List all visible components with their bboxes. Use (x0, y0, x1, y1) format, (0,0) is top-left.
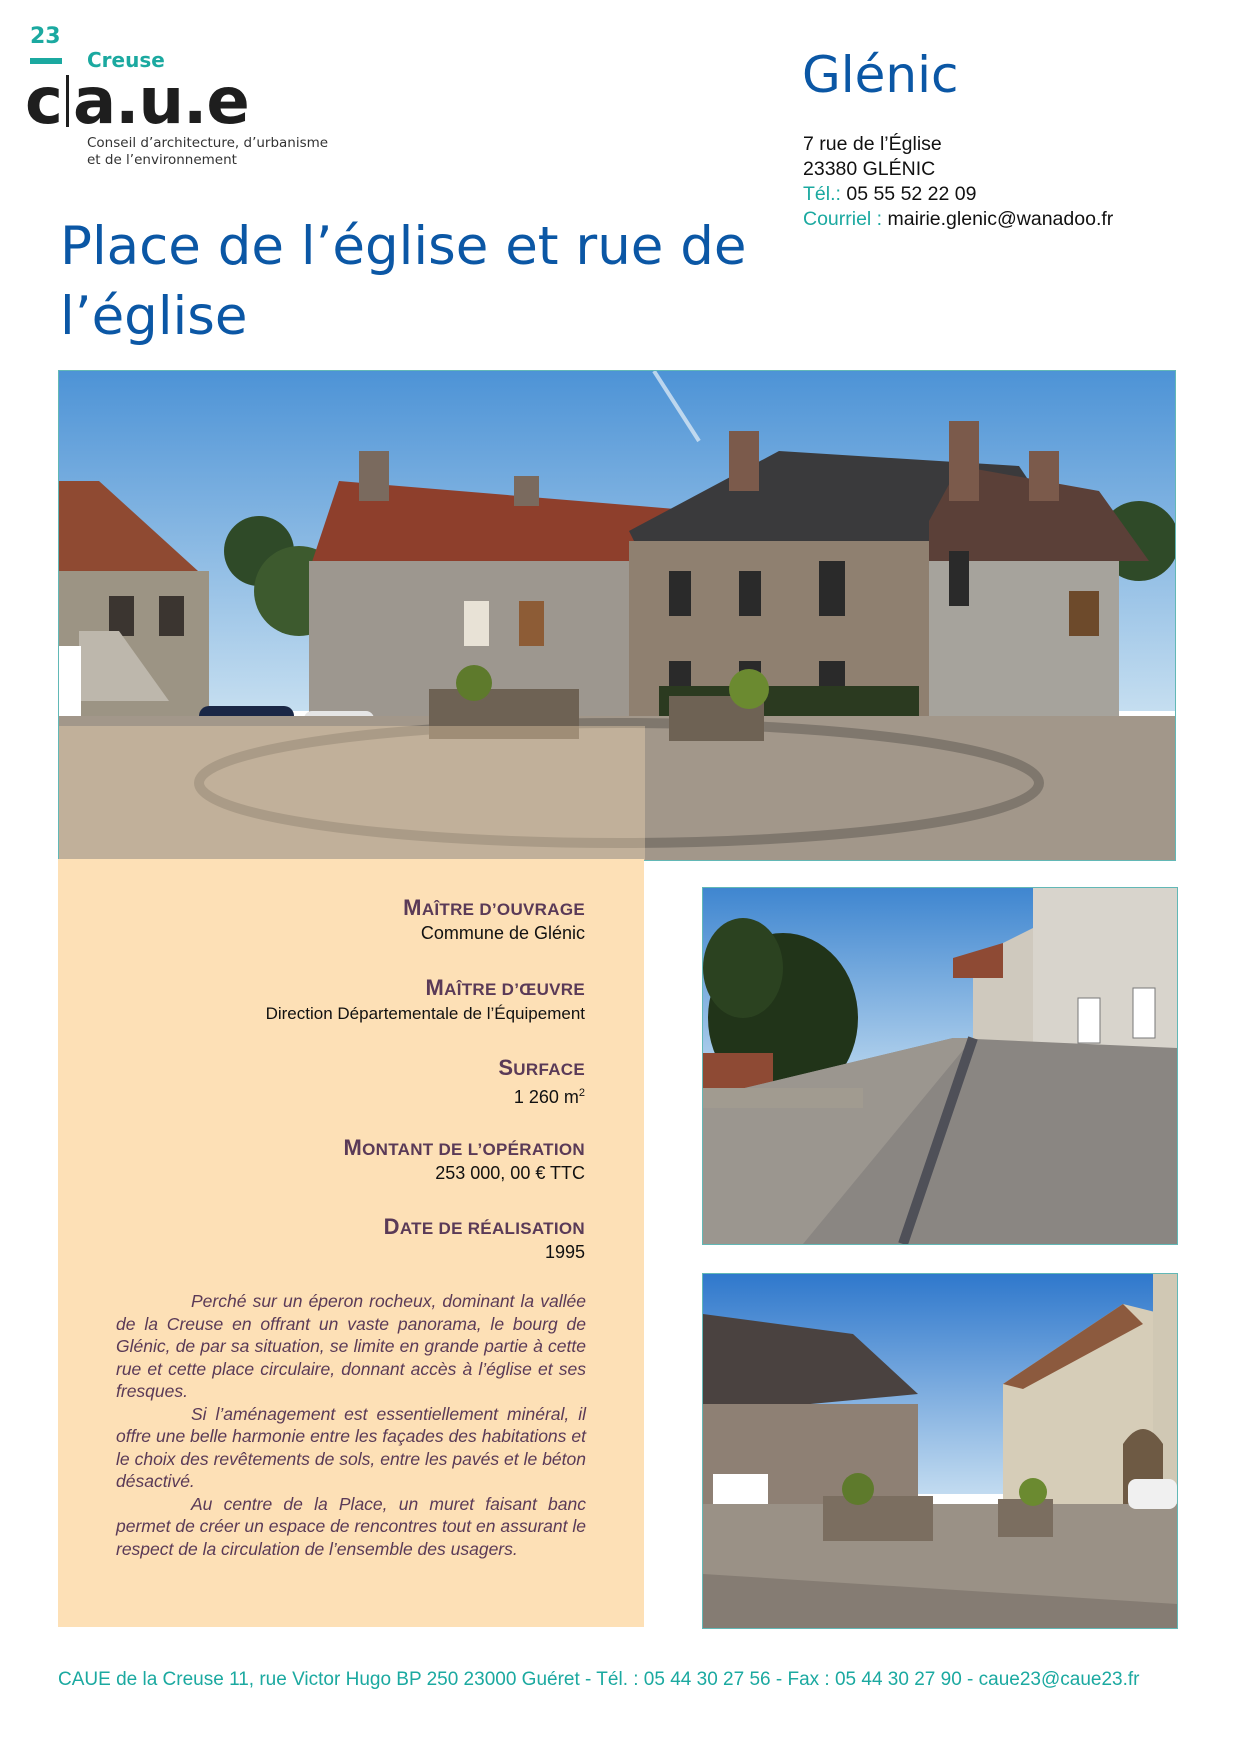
info-builder-value: Direction Départementale de l’Équipement (265, 1004, 585, 1023)
info-builder (120, 975, 585, 1026)
logo-subtitle-line1: Conseil d’architecture, d’urbanisme (87, 135, 329, 151)
phone-value: 05 55 52 22 09 (846, 183, 977, 205)
info-surface-value: 1 260 $m^2$ (513, 1087, 585, 1107)
photo-rue-eglise (702, 887, 1178, 1245)
main-photo-place-eglise (58, 370, 1176, 861)
photo-rue-eglise-illustration (703, 888, 1177, 1244)
logo-word-left: c (25, 65, 62, 139)
info-owner-label: MAÎTRE D’OUVRAGE (403, 895, 585, 920)
address-line1: 7 rue de l’Église (803, 133, 942, 155)
logo-subtitle-line2: et de l’environnement (87, 152, 237, 168)
mairie-address (803, 132, 1113, 232)
phone-row (803, 182, 1113, 207)
address-line2: 23380 GLÉNIC (803, 158, 936, 180)
description-paragraph: Si l’aménagement est essentiellement minéral, il offre une belle harmonie entre les façades des habitations et le choix des revêtements de sols, entre les pavés et le béton désactivé. (116, 1403, 586, 1491)
main-photo-illustration (59, 371, 1175, 860)
info-amount (120, 1135, 585, 1186)
email-label: Courriel : (803, 208, 883, 230)
photo-place-eglise-vue-illustration (703, 1274, 1177, 1628)
photo-place-eglise-vue (702, 1273, 1178, 1629)
info-date-value: 1995 (544, 1242, 585, 1262)
info-date (120, 1214, 585, 1265)
info-date-label: DATE DE RÉALISATION (383, 1214, 585, 1239)
phone-label: Tél.: (803, 183, 841, 205)
page-title: Place de l’église et rue de l’église (60, 216, 747, 347)
logo-number: 23 (30, 24, 61, 49)
info-builder-label: MAÎTRE D’ŒUVRE (425, 975, 585, 1000)
email-row (803, 207, 1113, 232)
logo-region: Creuse (87, 48, 165, 72)
logo-word-right: a.u.e (72, 65, 249, 139)
description-paragraph: Au centre de la Place, un muret faisant banc permet de créer un espace de rencontres tout en assurant le respect de la circulation de l’ensemble des usagers. (116, 1493, 586, 1559)
info-owner-value: Commune de Glénic (420, 923, 585, 943)
info-surface (120, 1055, 585, 1110)
info-owner (120, 895, 585, 946)
info-amount-value: 253 000, 00 € TTC (435, 1163, 585, 1183)
logo-subtitle (87, 135, 357, 169)
description-paragraph: Perché sur un éperon rocheux, dominant la vallée de la Creuse en offrant un vaste panorama, le bourg de Glénic, de par sa situation, se limite en grande partie à cette rue et cette place circulaire, donnant accès à l’église et ses fresques. (116, 1291, 586, 1401)
footer-contact: CAUE de la Creuse 11, rue Victor Hugo BP 250 23000 Guéret - Tél. : 05 44 30 27 56 - Fax : 05 44 30 27 90 - caue23@caue23.fr (58, 1669, 1140, 1690)
logo-wordmark (25, 64, 249, 140)
info-amount-label: MONTANT DE L’OPÉRATION (343, 1135, 585, 1160)
info-surface-label: SURFACE (498, 1055, 585, 1080)
email-value[interactable]: mairie.glenic@wanadoo.fr (887, 208, 1114, 230)
town-name: Glénic (802, 46, 959, 104)
logo-separator (66, 75, 69, 127)
description (116, 1290, 586, 1560)
